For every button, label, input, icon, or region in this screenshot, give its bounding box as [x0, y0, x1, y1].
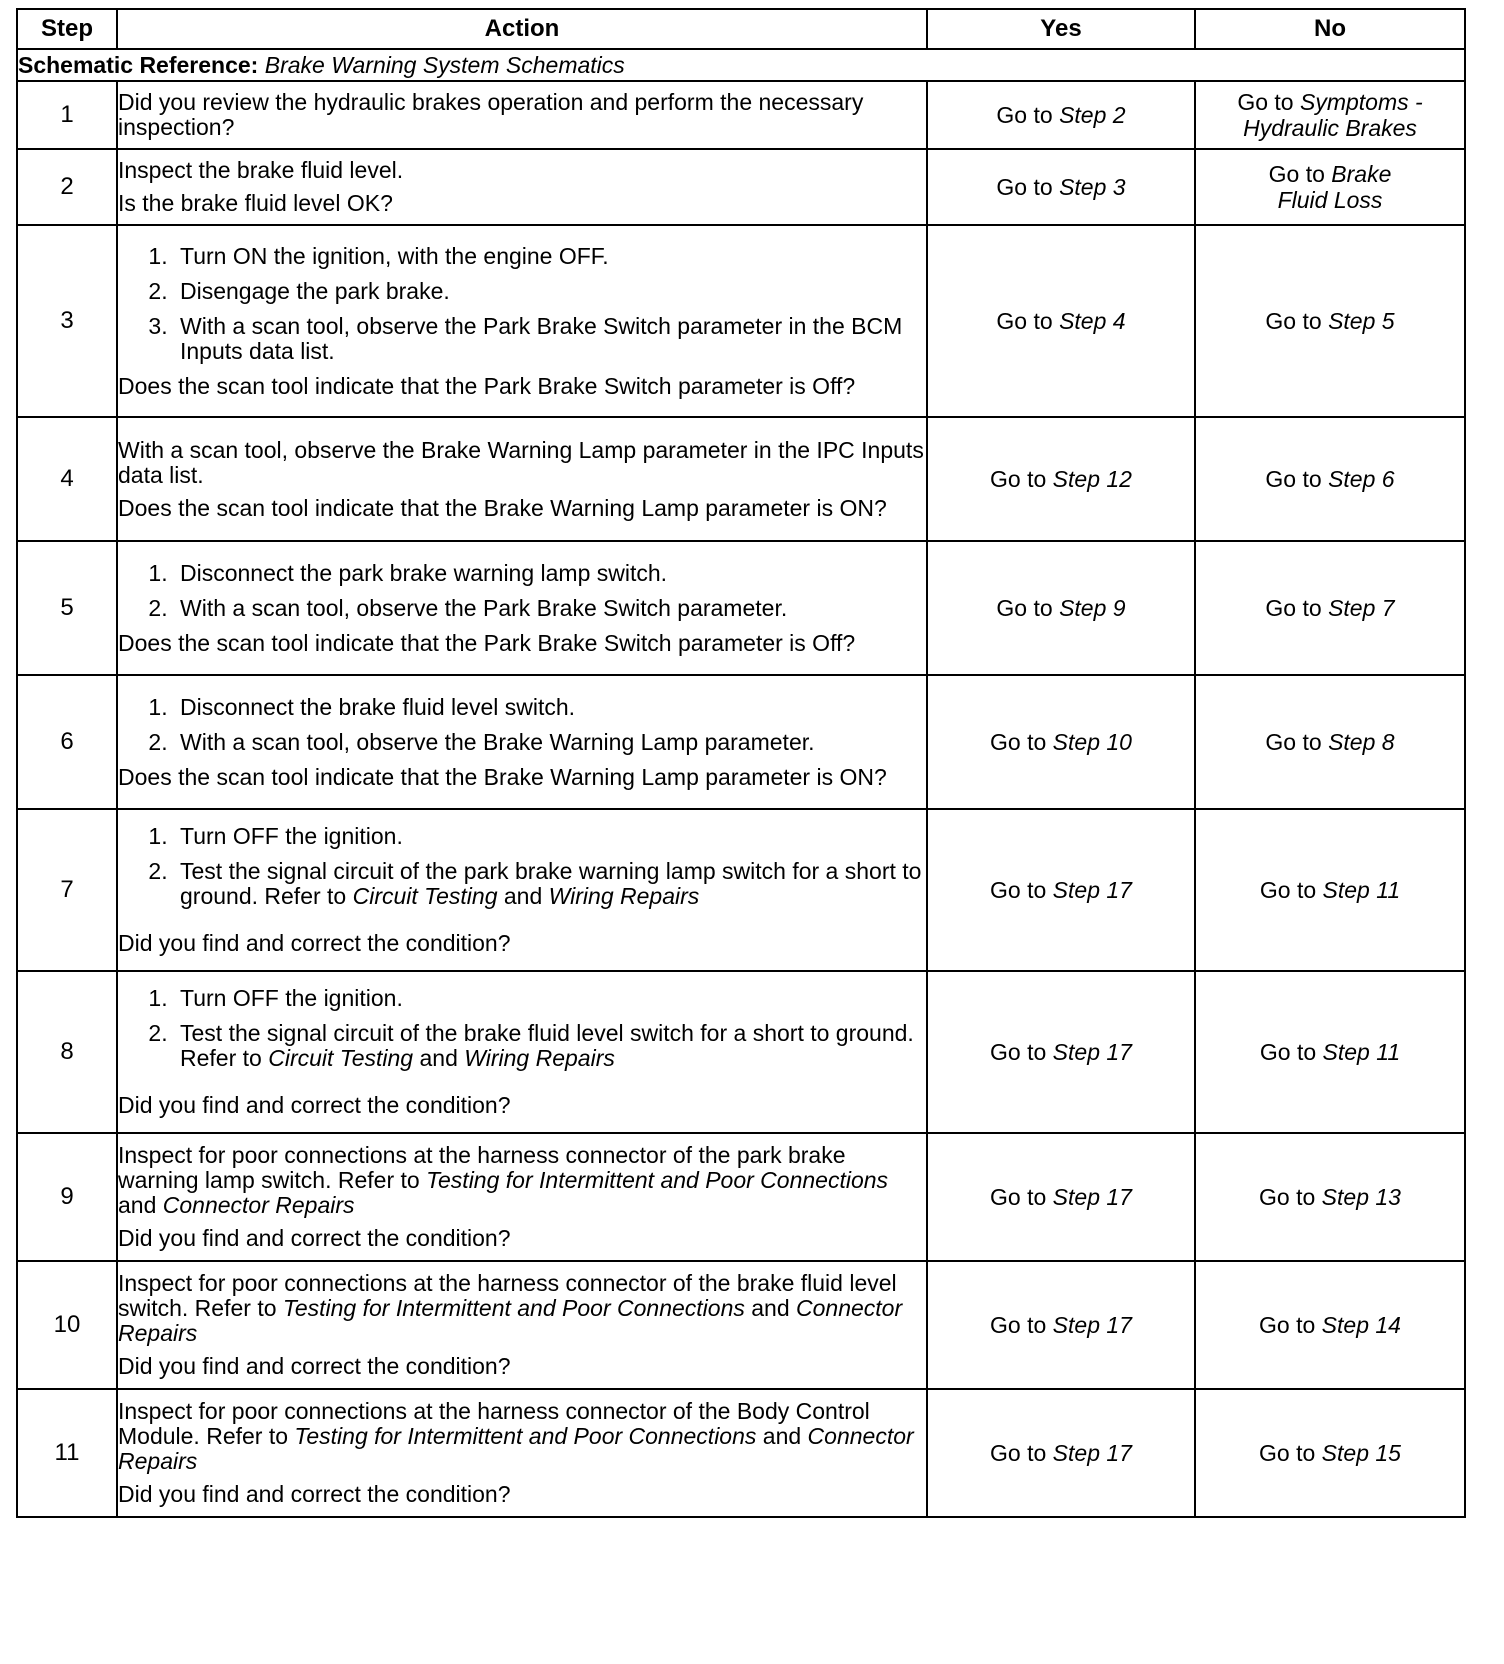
no-prefix: Go to [1259, 1184, 1316, 1210]
no-prefix: Go to [1237, 89, 1294, 115]
header-no: No [1195, 9, 1465, 49]
action-step-item [174, 859, 926, 909]
no-target-link[interactable]: Step 13 [1321, 1184, 1401, 1210]
diagnostic-sheet [16, 8, 1466, 1518]
yes-target-link[interactable]: Step 3 [1059, 174, 1126, 200]
yes-target-link[interactable]: Step 17 [1052, 877, 1132, 903]
schematic-link[interactable]: Brake Warning System Schematics [264, 51, 625, 78]
step-number: 9 [17, 1133, 117, 1261]
action-step-item: 1. Disconnect the brake fluid level switch. [174, 695, 926, 720]
schematic-row [17, 49, 1465, 81]
yes-target-link[interactable]: Step 4 [1059, 308, 1126, 334]
connector-repairs-link[interactable]: Connector Repairs [118, 1423, 914, 1474]
no-cell [1195, 225, 1465, 417]
action-question: Did you find and correct the condition? [118, 930, 511, 956]
yes-prefix: Go to [996, 174, 1053, 200]
conjunction: and [118, 1192, 157, 1218]
no-target-link[interactable]: Step 15 [1321, 1440, 1401, 1466]
yes-cell [927, 1261, 1195, 1389]
action-cell [117, 1389, 927, 1517]
table-row [17, 81, 1465, 149]
yes-target-link[interactable]: Step 17 [1052, 1440, 1132, 1466]
intermittent-testing-link[interactable]: Testing for Intermittent and Poor Connections [426, 1167, 889, 1193]
step-number: 4 [17, 417, 117, 541]
wiring-repairs-link[interactable]: Wiring Repairs [548, 883, 700, 909]
step-number: 1 [17, 81, 117, 149]
action-step-item: 2. With a scan tool, observe the Park Brake Switch parameter. [174, 596, 926, 621]
yes-prefix: Go to [990, 1039, 1047, 1065]
no-prefix: Go to [1268, 161, 1325, 187]
action-text: Inspect for poor connections at the harness connector of the Body Control Module. Refer to [118, 1398, 870, 1449]
action-steps [118, 824, 926, 909]
no-cell [1195, 809, 1465, 971]
action-question: Does the scan tool indicate that the Park Brake Switch parameter is Off? [118, 629, 856, 656]
table-row [17, 417, 1465, 541]
yes-cell [927, 81, 1195, 149]
yes-cell [927, 417, 1195, 541]
circuit-testing-link[interactable]: Circuit Testing [352, 883, 498, 909]
action-cell [117, 149, 927, 225]
no-prefix: Go to [1259, 877, 1317, 903]
action-instruction [118, 1271, 926, 1346]
step-number: 8 [17, 971, 117, 1133]
action-cell [117, 81, 927, 149]
table-row [17, 809, 1465, 971]
schematic-reference [17, 49, 1465, 81]
table-row [17, 541, 1465, 675]
yes-prefix: Go to [996, 102, 1053, 128]
no-prefix: Go to [1259, 1039, 1317, 1065]
no-cell [1195, 417, 1465, 541]
action-instruction: Inspect the brake fluid level. [118, 157, 404, 183]
table-row [17, 1261, 1465, 1389]
table-row [17, 971, 1465, 1133]
action-question: Does the scan tool indicate that the Park Brake Switch parameter is Off? [118, 372, 856, 399]
no-prefix: Go to [1259, 1312, 1316, 1338]
yes-cell [927, 675, 1195, 809]
no-prefix: Go to [1259, 1440, 1316, 1466]
action-question: Did you find and correct the condition? [118, 1353, 511, 1379]
step-number: 11 [17, 1389, 117, 1517]
no-cell [1195, 1261, 1465, 1389]
action-cell [117, 541, 927, 675]
yes-target-link[interactable]: Step 2 [1059, 102, 1126, 128]
yes-prefix: Go to [990, 1312, 1047, 1338]
intermittent-testing-link[interactable]: Testing for Intermittent and Poor Connections [282, 1295, 745, 1321]
header-row [17, 9, 1465, 49]
no-cell [1195, 149, 1465, 225]
no-target-link[interactable]: Brake Fluid Loss [1277, 161, 1392, 213]
conjunction: and [751, 1295, 790, 1321]
action-step-item: 1. Turn OFF the ignition. [174, 986, 926, 1011]
yes-cell [927, 225, 1195, 417]
yes-cell [927, 541, 1195, 675]
action-question: Is the brake fluid level OK? [118, 190, 393, 216]
yes-target-link[interactable]: Step 17 [1052, 1184, 1132, 1210]
conjunction: and [762, 1423, 802, 1449]
yes-cell [927, 1389, 1195, 1517]
yes-prefix: Go to [996, 308, 1053, 334]
action-step-item: 1. Disconnect the park brake warning lamp switch. [174, 561, 926, 586]
action-question: Did you review the hydraulic brakes operation and perform the necessary inspection? [118, 89, 864, 140]
table-row [17, 1133, 1465, 1261]
action-text: Inspect for poor connections at the harness connector of the park brake warning lamp switch. Refer to [118, 1142, 846, 1193]
action-text: Inspect for poor connections at the harness connector of the brake fluid level switch. Refer to [118, 1270, 897, 1321]
action-instruction: With a scan tool, observe the Brake Warning Lamp parameter in the IPC Inputs data list. [118, 436, 924, 488]
yes-target-link[interactable]: Step 17 [1052, 1039, 1132, 1065]
header-action: Action [117, 9, 927, 49]
no-cell [1195, 81, 1465, 149]
action-step-item: 2. Disengage the park brake. [174, 279, 926, 304]
action-step-text: Test the signal circuit of the park brake warning lamp switch for a short to ground. Refer to [180, 858, 922, 909]
no-cell [1195, 1389, 1465, 1517]
step-number: 7 [17, 809, 117, 971]
no-target-link[interactable]: Step 8 [1328, 729, 1395, 755]
no-target-link[interactable]: Step 7 [1328, 595, 1395, 621]
no-target-link[interactable]: Step 11 [1322, 877, 1401, 903]
connector-repairs-link[interactable]: Connector Repairs [118, 1295, 903, 1346]
yes-target-link[interactable]: Step 17 [1052, 1312, 1132, 1338]
action-question: Does the scan tool indicate that the Brake Warning Lamp parameter is ON? [118, 494, 887, 521]
no-target-link[interactable]: Symptoms - Hydraulic Brakes [1243, 89, 1423, 141]
step-number: 2 [17, 149, 117, 225]
header-step: Step [17, 9, 117, 49]
yes-target-link[interactable]: Step 10 [1052, 729, 1132, 755]
action-step-item: 1. Turn OFF the ignition. [174, 824, 926, 849]
no-target-link[interactable]: Step 5 [1328, 308, 1395, 334]
action-step-item: 1. Turn ON the ignition, with the engine OFF. [174, 244, 926, 269]
yes-target-link[interactable]: Step 12 [1052, 466, 1132, 492]
action-cell [117, 225, 927, 417]
action-cell [117, 809, 927, 971]
no-cell [1195, 541, 1465, 675]
action-step-text: Test the signal circuit of the brake fluid level switch for a short to ground. Refer to [180, 1020, 914, 1071]
intermittent-testing-link[interactable]: Testing for Intermittent and Poor Connections [294, 1423, 757, 1449]
conjunction: and [419, 1045, 458, 1071]
yes-cell [927, 1133, 1195, 1261]
yes-cell [927, 809, 1195, 971]
action-cell [117, 971, 927, 1133]
yes-prefix: Go to [996, 595, 1053, 621]
no-prefix: Go to [1265, 466, 1322, 492]
circuit-testing-link[interactable]: Circuit Testing [268, 1045, 414, 1071]
action-question: Did you find and correct the condition? [118, 1225, 511, 1251]
action-steps [118, 695, 926, 755]
conjunction: and [503, 883, 543, 909]
no-cell [1195, 1133, 1465, 1261]
yes-prefix: Go to [990, 729, 1047, 755]
action-instruction [118, 1399, 926, 1474]
yes-cell [927, 149, 1195, 225]
yes-prefix: Go to [990, 1184, 1047, 1210]
action-step-item [174, 1021, 926, 1071]
action-steps [118, 561, 926, 621]
no-target-link[interactable]: Step 11 [1322, 1039, 1401, 1065]
no-prefix: Go to [1265, 729, 1322, 755]
action-step-item: 2. With a scan tool, observe the Brake Warning Lamp parameter. [174, 730, 926, 755]
no-target-link[interactable]: Step 14 [1321, 1312, 1401, 1338]
action-instruction [118, 1143, 926, 1218]
header-yes: Yes [927, 9, 1195, 49]
action-cell [117, 417, 927, 541]
yes-prefix: Go to [990, 1440, 1047, 1466]
table-row [17, 675, 1465, 809]
no-prefix: Go to [1265, 595, 1322, 621]
yes-prefix: Go to [990, 877, 1047, 903]
action-question: Did you find and correct the condition? [118, 1481, 511, 1507]
action-steps [118, 986, 926, 1071]
yes-prefix: Go to [990, 466, 1047, 492]
diagnostic-table [16, 8, 1466, 1518]
step-number: 5 [17, 541, 117, 675]
action-question: Does the scan tool indicate that the Brake Warning Lamp parameter is ON? [118, 763, 887, 790]
connector-repairs-link[interactable]: Connector Repairs [162, 1192, 355, 1218]
schematic-label: Schematic Reference: [18, 51, 259, 78]
step-number: 3 [17, 225, 117, 417]
action-cell [117, 1261, 927, 1389]
table-row [17, 149, 1465, 225]
step-number: 10 [17, 1261, 117, 1389]
action-cell [117, 675, 927, 809]
no-target-link[interactable]: Step 6 [1328, 466, 1395, 492]
action-step-item: 3. With a scan tool, observe the Park Brake Switch parameter in the BCM Inputs data list. [174, 314, 926, 364]
yes-target-link[interactable]: Step 9 [1059, 595, 1126, 621]
wiring-repairs-link[interactable]: Wiring Repairs [464, 1045, 615, 1071]
no-prefix: Go to [1265, 308, 1322, 334]
table-row [17, 1389, 1465, 1517]
action-steps [118, 244, 926, 364]
step-number: 6 [17, 675, 117, 809]
action-cell [117, 1133, 927, 1261]
no-cell [1195, 675, 1465, 809]
no-cell [1195, 971, 1465, 1133]
yes-cell [927, 971, 1195, 1133]
table-row [17, 225, 1465, 417]
action-question: Did you find and correct the condition? [118, 1092, 511, 1118]
